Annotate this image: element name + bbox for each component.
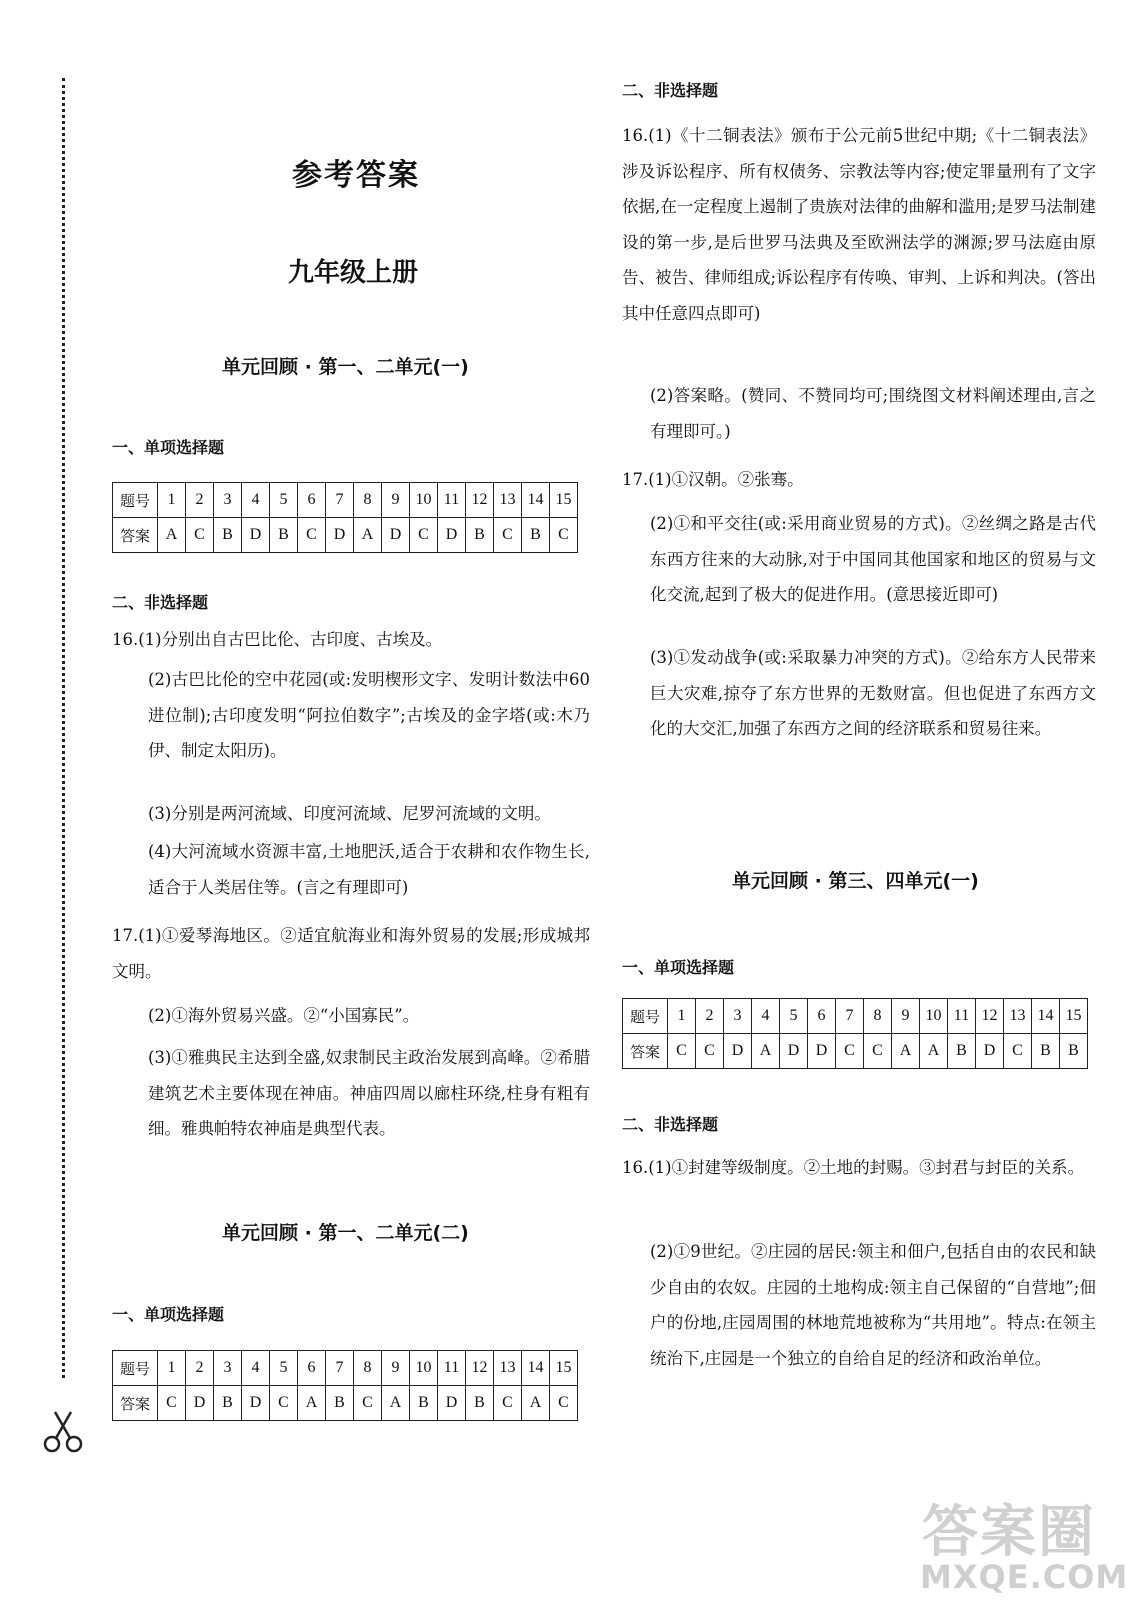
answer-paragraph: (3)分别是两河流域、印度河流域、尼罗河流域的文明。: [148, 804, 551, 823]
table-cell-number: 2: [186, 1351, 214, 1386]
table-cell-answer: C: [1004, 1034, 1032, 1069]
table-head-number: 题号: [623, 999, 668, 1034]
table-cell-number: 5: [270, 1351, 298, 1386]
table-cell-answer: A: [158, 518, 186, 553]
table-cell-answer: C: [494, 518, 522, 553]
table-cell-number: 9: [382, 483, 410, 518]
table-cell-number: 5: [780, 999, 808, 1034]
table-head-number: 题号: [113, 1351, 158, 1386]
table-cell-number: 13: [1004, 999, 1032, 1034]
table-cell-number: 8: [354, 483, 382, 518]
table-cell-number: 10: [410, 1351, 438, 1386]
table-cell-answer: D: [242, 1386, 270, 1421]
answer-paragraph: 16.(1)《十二铜表法》颁布于公元前5世纪中期;《十二铜表法》涉及诉讼程序、所有权债务、宗教法等内容;使定罪量刑有了文字依据,在一定程度上遏制了贵族对法律的曲解和滥用;是罗马法制建设的第一步,是后世罗马法典及至欧洲法学的渊源;罗马法庭由原告、被告、律师组成;诉讼程序有传唤、审判、上诉和判决。(答出其中任意四点即可): [622, 126, 1096, 323]
table-cell-answer: A: [920, 1034, 948, 1069]
answer-paragraph: 16.(1)①封建等级制度。②土地的封赐。③封君与封臣的关系。: [622, 1158, 1085, 1177]
answer-table-1: [112, 482, 578, 553]
section-choice-1: 一、单项选择题: [112, 438, 225, 457]
table-cell-answer: B: [270, 518, 298, 553]
answer-paragraph: (2)①海外贸易兴盛。②“小国寡民”。: [148, 1006, 420, 1025]
table-cell-answer: B: [466, 518, 494, 553]
unit-title-2: 单元回顾 · 第一、二单元(二): [222, 1222, 469, 1244]
table-cell-number: 14: [1032, 999, 1060, 1034]
table-cell-answer: B: [410, 1386, 438, 1421]
answer-paragraph: (3)①发动战争(或:采取暴力冲突的方式)。②给东方人民带来巨大灾难,掠夺了东方世界的无数财富。但也促进了东西方文化的大交汇,加强了东西方之间的经济联系和贸易往来。: [650, 648, 1096, 738]
table-cell-answer: A: [522, 1386, 550, 1421]
table-cell-answer: C: [186, 518, 214, 553]
table-row-numbers: [113, 483, 578, 518]
table-cell-answer: D: [438, 1386, 466, 1421]
answer-paragraph: (2)①9世纪。②庄园的居民:领主和佃户,包括自由的农民和缺少自由的农奴。庄园的土地构成:领主自己保留的“自营地”;佃户的份地,庄园周围的林地荒地被称为“共用地”。特点:在领主统治下,庄园是一个独立的自给自足的经济和政治单位。: [650, 1242, 1096, 1368]
table-row-answers: [113, 1386, 578, 1421]
table-cell-answer: D: [976, 1034, 1004, 1069]
table-cell-answer: C: [550, 1386, 578, 1421]
table-cell-number: 14: [522, 483, 550, 518]
table-row-numbers: [113, 1351, 578, 1386]
table-cell-answer: D: [186, 1386, 214, 1421]
scissors-icon: [38, 1408, 88, 1458]
answer-paragraph: (2)①和平交往(或:采用商业贸易的方式)。②丝绸之路是古代东西方往来的大动脉,对于中国同其他国家和地区的贸易与文化交流,起到了极大的促进作用。(意思接近即可): [650, 514, 1096, 604]
table-cell-number: 8: [864, 999, 892, 1034]
table-cell-answer: C: [270, 1386, 298, 1421]
table-cell-number: 11: [948, 999, 976, 1034]
table-cell-number: 3: [214, 483, 242, 518]
table-cell-number: 1: [158, 1351, 186, 1386]
table-cell-number: 15: [550, 483, 578, 518]
table-cell-answer: B: [1032, 1034, 1060, 1069]
table-cell-answer: C: [696, 1034, 724, 1069]
answer-paragraph: 16.(1)分别出自古巴比伦、古印度、古埃及。: [112, 630, 443, 649]
table-cell-answer: D: [326, 518, 354, 553]
table-cell-number: 10: [410, 483, 438, 518]
table-cell-answer: C: [668, 1034, 696, 1069]
table-cell-answer: B: [214, 1386, 242, 1421]
answer-paragraph: 17.(1)①汉朝。②张骞。: [622, 470, 804, 489]
watermark-text: 答案圈: [922, 1500, 1096, 1565]
table-cell-answer: C: [410, 518, 438, 553]
watermark-logo: [912, 1488, 1132, 1600]
table-cell-number: 4: [752, 999, 780, 1034]
table-cell-answer: D: [780, 1034, 808, 1069]
table-cell-number: 3: [724, 999, 752, 1034]
table-cell-number: 8: [354, 1351, 382, 1386]
table-cell-number: 2: [696, 999, 724, 1034]
table-cell-number: 14: [522, 1351, 550, 1386]
table-cell-answer: D: [808, 1034, 836, 1069]
answer-paragraph: (4)大河流域水资源丰富,土地肥沃,适合于农耕和农作物生长,适合于人类居住等。(言之有理即可): [148, 842, 590, 897]
table-cell-answer: C: [494, 1386, 522, 1421]
table-cell-answer: C: [298, 518, 326, 553]
table-cell-answer: B: [948, 1034, 976, 1069]
table-cell-answer: B: [1060, 1034, 1088, 1069]
table-cell-number: 7: [326, 483, 354, 518]
section-choice-2: 一、单项选择题: [112, 1305, 225, 1324]
table-head-answer: 答案: [113, 518, 158, 553]
section-nonchoice-3: 二、非选择题: [622, 1115, 719, 1134]
table-cell-number: 3: [214, 1351, 242, 1386]
table-cell-answer: B: [214, 518, 242, 553]
table-row-answers: [113, 518, 578, 553]
table-cell-answer: D: [438, 518, 466, 553]
table-cell-answer: D: [242, 518, 270, 553]
table-cell-number: 6: [298, 483, 326, 518]
table-cell-number: 5: [270, 483, 298, 518]
answer-paragraph: (2)古巴比伦的空中花园(或:发明楔形文字、发明计数法中60进位制);古印度发明“阿拉伯数字”;古埃及的金字塔(或:木乃伊、制定太阳历)。: [148, 670, 590, 760]
table-cell-number: 15: [1060, 999, 1088, 1034]
table-cell-number: 7: [326, 1351, 354, 1386]
table-row-answers: [623, 1034, 1088, 1069]
table-cell-number: 12: [466, 483, 494, 518]
table-head-answer: 答案: [113, 1386, 158, 1421]
table-cell-answer: A: [354, 518, 382, 553]
table-cell-number: 12: [466, 1351, 494, 1386]
table-cell-number: 11: [438, 1351, 466, 1386]
table-cell-number: 4: [242, 1351, 270, 1386]
unit-title-3: 单元回顾 · 第三、四单元(一): [732, 870, 979, 892]
table-row-numbers: [623, 999, 1088, 1034]
table-cell-number: 15: [550, 1351, 578, 1386]
table-cell-number: 9: [382, 1351, 410, 1386]
table-cell-answer: C: [158, 1386, 186, 1421]
section-nonchoice-r: 二、非选择题: [622, 81, 719, 100]
table-cell-answer: C: [550, 518, 578, 553]
table-cell-answer: B: [522, 518, 550, 553]
section-choice-3: 一、单项选择题: [622, 958, 735, 977]
table-cell-answer: A: [298, 1386, 326, 1421]
table-head-answer: 答案: [623, 1034, 668, 1069]
table-cell-number: 2: [186, 483, 214, 518]
table-cell-number: 1: [158, 483, 186, 518]
grade-title: 九年级上册: [288, 258, 419, 288]
answer-table-3: [622, 998, 1088, 1069]
table-cell-number: 1: [668, 999, 696, 1034]
table-cell-number: 6: [808, 999, 836, 1034]
watermark-url: MXQE.COM: [920, 1558, 1129, 1596]
table-cell-number: 6: [298, 1351, 326, 1386]
table-cell-number: 9: [892, 999, 920, 1034]
table-cell-answer: A: [752, 1034, 780, 1069]
table-cell-answer: B: [326, 1386, 354, 1421]
table-cell-number: 11: [438, 483, 466, 518]
table-cell-answer: C: [864, 1034, 892, 1069]
unit-title-1: 单元回顾 · 第一、二单元(一): [222, 356, 469, 378]
table-cell-number: 4: [242, 483, 270, 518]
answer-paragraph: (3)①雅典民主达到全盛,奴隶制民主政治发展到高峰。②希腊建筑艺术主要体现在神庙。神庙四周以廊柱环绕,柱身有粗有细。雅典帕特农神庙是典型代表。: [148, 1048, 590, 1138]
table-cell-number: 10: [920, 999, 948, 1034]
table-cell-answer: C: [836, 1034, 864, 1069]
table-head-number: 题号: [113, 483, 158, 518]
answer-paragraph: (2)答案略。(赞同、不赞同均可;围绕图文材料阐述理由,言之有理即可。): [650, 386, 1096, 441]
table-cell-answer: A: [892, 1034, 920, 1069]
answer-table-2: [112, 1350, 578, 1421]
table-cell-number: 13: [494, 1351, 522, 1386]
page-title: 参考答案: [292, 158, 420, 193]
table-cell-answer: D: [382, 518, 410, 553]
table-cell-number: 12: [976, 999, 1004, 1034]
cut-line: [62, 78, 65, 1378]
section-nonchoice-1: 二、非选择题: [112, 593, 209, 612]
table-cell-answer: A: [382, 1386, 410, 1421]
table-cell-answer: C: [354, 1386, 382, 1421]
table-cell-answer: D: [724, 1034, 752, 1069]
table-cell-number: 13: [494, 483, 522, 518]
answer-paragraph: 17.(1)①爱琴海地区。②适宜航海业和海外贸易的发展;形成城邦文明。: [112, 926, 590, 981]
table-cell-answer: B: [466, 1386, 494, 1421]
table-cell-number: 7: [836, 999, 864, 1034]
